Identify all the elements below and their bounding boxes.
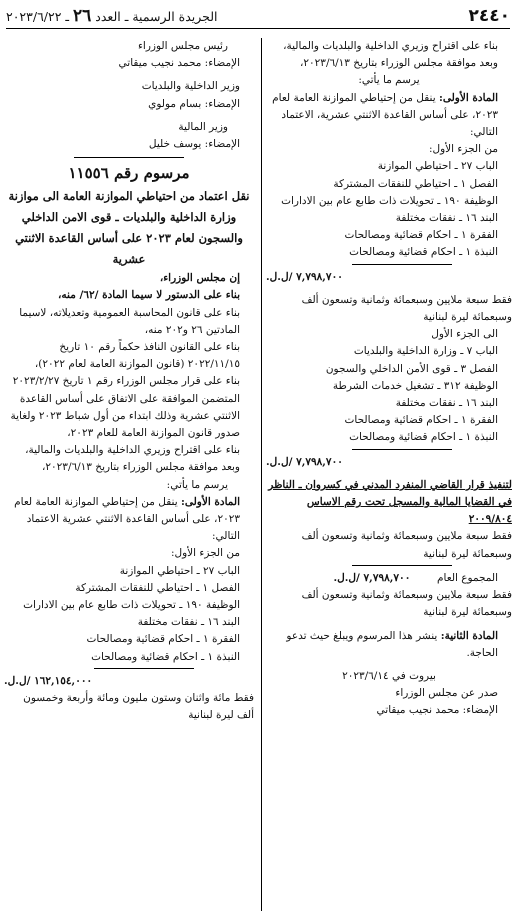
item-16: البند ١٦ ـ نفقات مختلفة (395, 212, 498, 225)
issue-date: ـ ٢٠٢٣/٦/٢٢ (6, 9, 70, 24)
item-16-b: البند ١٦ ـ نفقات مختلفة (395, 397, 498, 410)
paragraph-1-b: الفقرة ١ ـ احكام قضائية ومصالحات (344, 414, 498, 427)
decrees-label: يرسم ما يأتي: (358, 74, 420, 87)
chapter-27: الباب ٢٧ ـ احتياطي الموازنة (377, 160, 498, 173)
paragraph-1: الفقرة ١ ـ احكام قضائية ومصالحات (344, 229, 498, 242)
to-part-1: الى الجزء الأول (431, 328, 498, 341)
chapter-27-left: الباب ٢٧ ـ احتياطي الموازنة (119, 564, 240, 577)
signature: الإمضاء: محمد نجيب ميقاتي (376, 704, 498, 717)
section-1-reserve: الفصل ١ ـ احتياطي للنفقات المشتركة (333, 177, 498, 190)
intro-proposal: بناء على اقتراح وزيري الداخلية والبلديات والمالية، (283, 40, 498, 52)
finance-minister-signature: الإمضاء: يوسف خليل (148, 138, 240, 151)
total-rule (352, 565, 452, 566)
pm-title: رئيس مجلس الوزراء (137, 40, 228, 52)
article-1 (266, 90, 512, 142)
amount-left: ١٦٢,١٥٤,٠٠٠ /ل.ل. (4, 674, 93, 687)
basis-constitution: بناء على الدستور لا سيما المادة /٦٢/ منه، (58, 289, 240, 302)
from-part-1-left: من الجزء الأول: (170, 547, 240, 560)
amount-rule-2 (352, 449, 452, 450)
interior-minister-title: وزير الداخلية والبلديات (141, 80, 240, 93)
subparagraph-1-b: النبذة ١ ـ احكام قضائية ومصالحات (349, 431, 498, 444)
amount-1: ٧,٧٩٨,٧٠٠ /ل.ل. (266, 270, 343, 283)
basis-budget-law: بناء على القانون النافذ حكماً رقم ١٠ تاريخ ٢٠٢٢/١١/١٥ (قانون الموازنة العامة لعام ٢٠٢٢)، (34, 341, 240, 371)
decree-title: مرسوم رقم ١١٥٥٦ (68, 164, 190, 183)
decrees-label-left: يرسم ما يأتي: (166, 478, 228, 491)
page-number: ٢٤٤٠ (468, 6, 510, 26)
left-column (4, 38, 254, 725)
article-1-left-text: ينقل من إحتياطي الموازنة العامة لعام ٢٠٢٣، على أساس القاعدة الاثنتي عشرية الاعتماد التالي: (14, 495, 240, 543)
amount-left-words: فقط مائة واثنان وستون مليون ومائة وأربعة وخمسون ألف ليرة لبنانية (23, 692, 254, 722)
from-part-1: من الجزء الأول: (428, 143, 498, 156)
amount-rule (352, 264, 452, 265)
finance-minister-title: وزير المالية (178, 120, 228, 133)
subparagraph-1-left: النبذة ١ ـ احكام قضائية ومصالحات (91, 650, 240, 663)
basis-council-decision: بناء على قرار مجلس الوزراء رقم ١ تاريخ ٢٠٢٣/٢/٢٧ المتضمن الموافقة على الاتفاق على أساس القاعدة الاثنتي عشرية وذلك ابتداء من أول شباط ٢٠٢٣ ولغاية صدور قانون الموازنة العامة للعام ٢٠٢٣، (10, 375, 240, 440)
function-190: الوظيفة ١٩٠ ـ تحويلات ذات طابع عام بين الادارات (281, 194, 498, 207)
total-label: المجموع العام (437, 571, 498, 584)
intro-approval-left: وبعد موافقة مجلس الوزراء بتاريخ ٢٠٢٣/٦/١٣، (42, 461, 240, 474)
chapter-7: الباب ٧ ـ وزارة الداخلية والبلديات (353, 345, 498, 358)
article-2 (266, 628, 512, 662)
section-1-reserve-left: الفصل ١ ـ احتياطي للنفقات المشتركة (75, 581, 240, 594)
page-header (6, 4, 510, 29)
article-1-left (4, 494, 254, 546)
amount-1-words: فقط سبعة ملايين وسبعمائة وثمانية وتسعون ألف وسبعمائة ليرة لبنانية (301, 293, 512, 324)
article-2-label: المادة الثانية: (440, 629, 498, 642)
section-3: الفصل ٣ ـ قوى الأمن الداخلي والسجون (325, 362, 498, 375)
right-column (266, 38, 512, 720)
paragraph-1-left: الفقرة ١ ـ احكام قضائية ومصالحات (86, 633, 240, 646)
amount-rule-left (94, 668, 194, 669)
council-statement: إن مجلس الوزراء، (159, 272, 240, 285)
subparagraph-1: النبذة ١ ـ احكام قضائية ومصالحات (349, 246, 498, 259)
function-312: الوظيفة ٣١٢ ـ تشغيل خدمات الشرطة (332, 379, 498, 392)
place-date: بيروت في ٢٠٢٣/٦/١٤ (342, 669, 436, 682)
gazette-title (6, 6, 218, 26)
interior-minister-signature: الإمضاء: بسام مولوي (148, 97, 240, 110)
article-1-label: المادة الأولى: (438, 91, 498, 104)
purpose-statement: لتنفيذ قرار القاضي المنفرد المدني في كسروان ـ الناظر في القضايا المالية والمسجل تحت رقم الاساس ٢٠٠٩/٨٠٤ (268, 478, 512, 526)
gazette-name: الجريدة الرسمية ـ العدد (95, 9, 218, 24)
issue-number: ٢٦ (73, 6, 92, 26)
grand-total (266, 570, 512, 587)
decree-subject: نقل اعتماد من احتياطي الموازنة العامة الى موازنة وزارة الداخلية والبلديات ـ قوى الامن الداخلي والسجون لعام ٢٠٢٣ على أساس القاعدة الاثنتي عشرية (8, 189, 250, 267)
column-divider (261, 38, 262, 911)
basis-accounting-law: بناء على قانون المحاسبة العمومية وتعديلاته، لاسيما المادتين ٢٦ و٢٠٢ منه، (19, 306, 240, 336)
amount-2: ٧,٧٩٨,٧٠٠ /ل.ل. (266, 455, 343, 468)
intro-approval: وبعد موافقة مجلس الوزراء بتاريخ ٢٠٢٣/٦/١٣، (300, 57, 498, 70)
decree-separator (74, 157, 184, 158)
intro-proposal-left: بناء على اقتراح وزيري الداخلية والبلديات والمالية، (25, 444, 240, 457)
amount-2-words: فقط سبعة ملايين وسبعمائة وثمانية وتسعون ألف وسبعمائة ليرة لبنانية (301, 530, 512, 560)
item-16-left: البند ١٦ ـ نفقات مختلفة (137, 616, 240, 629)
pm-signature: الإمضاء: محمد نجيب ميقاتي (118, 57, 240, 70)
total-amount: ٧,٧٩٨,٧٠٠ /ل.ل. (333, 571, 411, 584)
issued-by: صدر عن مجلس الوزراء (395, 687, 498, 700)
article-1-left-label: المادة الأولى: (180, 495, 240, 508)
total-words: فقط سبعة ملايين وسبعمائة وثمانية وتسعون ألف وسبعمائة ليرة لبنانية (301, 589, 512, 619)
article-2-text: ينشر هذا المرسوم ويبلغ حيث تدعو الحاجة. (286, 629, 498, 659)
article-1-text: ينقل من إحتياطي الموازنة العامة لعام ٢٠٢٣، على أساس القاعدة الاثنتي عشرية، الاعتماد التالي: (272, 91, 498, 139)
function-190-left: الوظيفة ١٩٠ ـ تحويلات ذات طابع عام بين الادارات (23, 599, 240, 612)
